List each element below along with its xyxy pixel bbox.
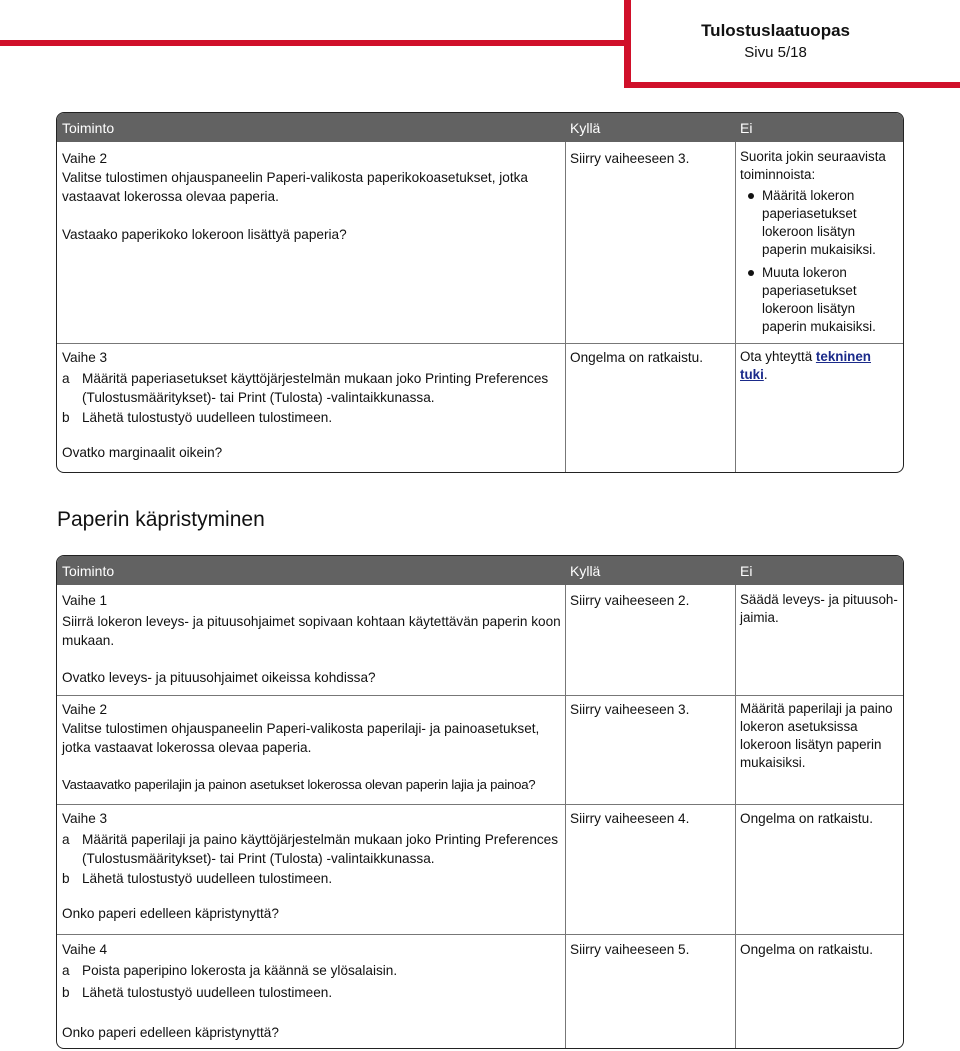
step-question: Ovatko leveys- ja pituusohjaimet oikeissa kohdissa? [62, 670, 376, 685]
list-item: Muuta lokeron paperiasetukset lokeroon lisätyn paperin mukaisiksi. [740, 264, 900, 336]
table-row: Vaihe 3 a Määritä paperiasetukset käyttöjärjestelmän mukaan joko Printing Preferences (Tulostusmääritykset)- tai Print (Tulosta) -valintaikkunassa. b Lähetä tulostustyö uudelleen tulostimeen. Ovatko marginaalit oikein? [62, 348, 562, 462]
no-cell: Määritä paperilaji ja paino lokeron asetuksissa lokeroon lisätyn paperin mukaisiksi. [740, 701, 893, 770]
row-divider [57, 343, 903, 344]
support-link[interactable]: tuki [740, 367, 764, 382]
step-substep: b Lähetä tulostustyö uudelleen tulostimeen. [62, 410, 333, 425]
table-row: Vaihe 2 Valitse tulostimen ohjauspaneelin Paperi-valikosta paperilaji- ja painoasetukset, jotka vastaavat lokerossa olevaa paperia. Vastaavatko paperilajin ja painon asetukset lokerossa olevan paperin lajia ja painoa? [62, 700, 565, 794]
no-cell: Suorita jokin seuraavista toiminnoista: Määritä lokeron paperiasetukset lokeroon lisätyn paperin mukaisiksi. Muuta lokeron paperiasetukset lokeroon lisätyn paperin mukaisiksi. [740, 148, 900, 336]
step-substep: a Poista paperipino lokerosta ja käännä se ylösalaisin. [62, 963, 398, 978]
step-question: Vastaavatko paperilajin ja painon asetukset lokerossa olevan paperin lajia ja painoa? [62, 777, 536, 792]
step-text: vastaavat lokerossa olevaa paperia. [62, 189, 279, 204]
step-substep: a Määritä paperilaji ja paino käyttöjärjestelmän mukaan joko Printing Preferences [62, 832, 559, 847]
header-yes: Kyllä [570, 563, 601, 579]
yes-cell: Ongelma on ratkaistu. [570, 350, 703, 365]
no-cell: Ongelma on ratkaistu. [740, 942, 873, 957]
header-rule-vertical [624, 0, 631, 88]
row-divider [57, 934, 903, 935]
row-divider [57, 804, 903, 805]
header-rule-right [624, 82, 960, 88]
column-divider [735, 142, 736, 472]
table-header [57, 113, 903, 142]
column-divider [565, 585, 566, 1048]
no-cell: Ota yhteyttä tekninen tuki. [740, 349, 871, 382]
yes-cell: Siirry vaiheeseen 3. [570, 702, 690, 717]
header-action: Toiminto [62, 563, 115, 579]
step-substep: b Lähetä tulostustyö uudelleen tulostimeen. [62, 871, 333, 886]
yes-cell: Siirry vaiheeseen 4. [570, 811, 690, 826]
no-cell: Säädä leveys- ja pituusoh- jaimia. [740, 592, 898, 625]
step-label: Vaihe 1 [62, 593, 108, 608]
table-row: Vaihe 1 Siirrä lokeron leveys- ja pituusohjaimet sopivaan kohtaan käytettävän paperin koon mukaan. Ovatko leveys- ja pituusohjaimet oikeissa kohdissa? [62, 593, 561, 685]
yes-cell: Siirry vaiheeseen 2. [570, 593, 690, 608]
step-question: Onko paperi edelleen käpristynyttä? [62, 906, 279, 921]
bullet-icon [748, 270, 754, 276]
table-row: Vaihe 3 a Määritä paperilaji ja paino käyttöjärjestelmän mukaan joko Printing Preferences (Tulostusmääritykset)- tai Print (Tulosta) -valintaikkunassa. b Lähetä tulostustyö uudelleen tulostimeen. Onko paperi edelleen käpristynyttä? [62, 809, 565, 923]
column-divider [565, 142, 566, 472]
step-label: Vaihe 3 [62, 811, 108, 826]
table-header [57, 556, 903, 585]
header-no: Ei [740, 120, 753, 136]
no-cell: Ongelma on ratkaistu. [740, 811, 873, 826]
list-item: Määritä lokeron paperiasetukset lokeroon lisätyn paperin mukaisiksi. [740, 187, 900, 259]
step-text: Valitse tulostimen ohjauspaneelin Paperi-valikosta paperikokoasetukset, jotka [62, 170, 528, 185]
yes-cell: Siirry vaiheeseen 5. [570, 942, 690, 957]
yes-cell: Siirry vaiheeseen 3. [570, 151, 690, 166]
table-row [62, 940, 565, 1042]
header-action: Toiminto [62, 120, 115, 136]
step-substep: a Määritä paperiasetukset käyttöjärjestelmän mukaan joko Printing Preferences [62, 371, 549, 386]
step-question: Ovatko marginaalit oikein? [62, 445, 223, 460]
row-divider [57, 695, 903, 696]
step-question: Onko paperi edelleen käpristynyttä? [62, 1025, 279, 1040]
document-title: Tulostuslaatuopas [701, 21, 850, 40]
troubleshooting-table-curl [56, 555, 904, 1049]
page-header [701, 20, 850, 64]
header-rule [0, 40, 628, 46]
step-label: Vaihe 2 [62, 151, 108, 166]
step-label: Vaihe 2 [62, 702, 108, 717]
header-yes: Kyllä [570, 120, 601, 136]
page-number: Sivu 5/18 [744, 44, 807, 61]
step-question: Vastaako paperikoko lokeroon lisättyä paperia? [62, 227, 347, 242]
step-label: Vaihe 4 [62, 942, 108, 957]
step-substep: b Lähetä tulostustyö uudelleen tulostimeen. [62, 985, 333, 1000]
table-row [62, 149, 557, 244]
bullet-icon [748, 193, 754, 199]
column-divider [735, 585, 736, 1048]
support-link[interactable]: tekninen [815, 349, 871, 364]
section-title: Paperin käpristyminen [57, 508, 265, 531]
header-no: Ei [740, 563, 753, 579]
troubleshooting-table-margins [56, 112, 904, 473]
step-label: Vaihe 3 [62, 350, 108, 365]
